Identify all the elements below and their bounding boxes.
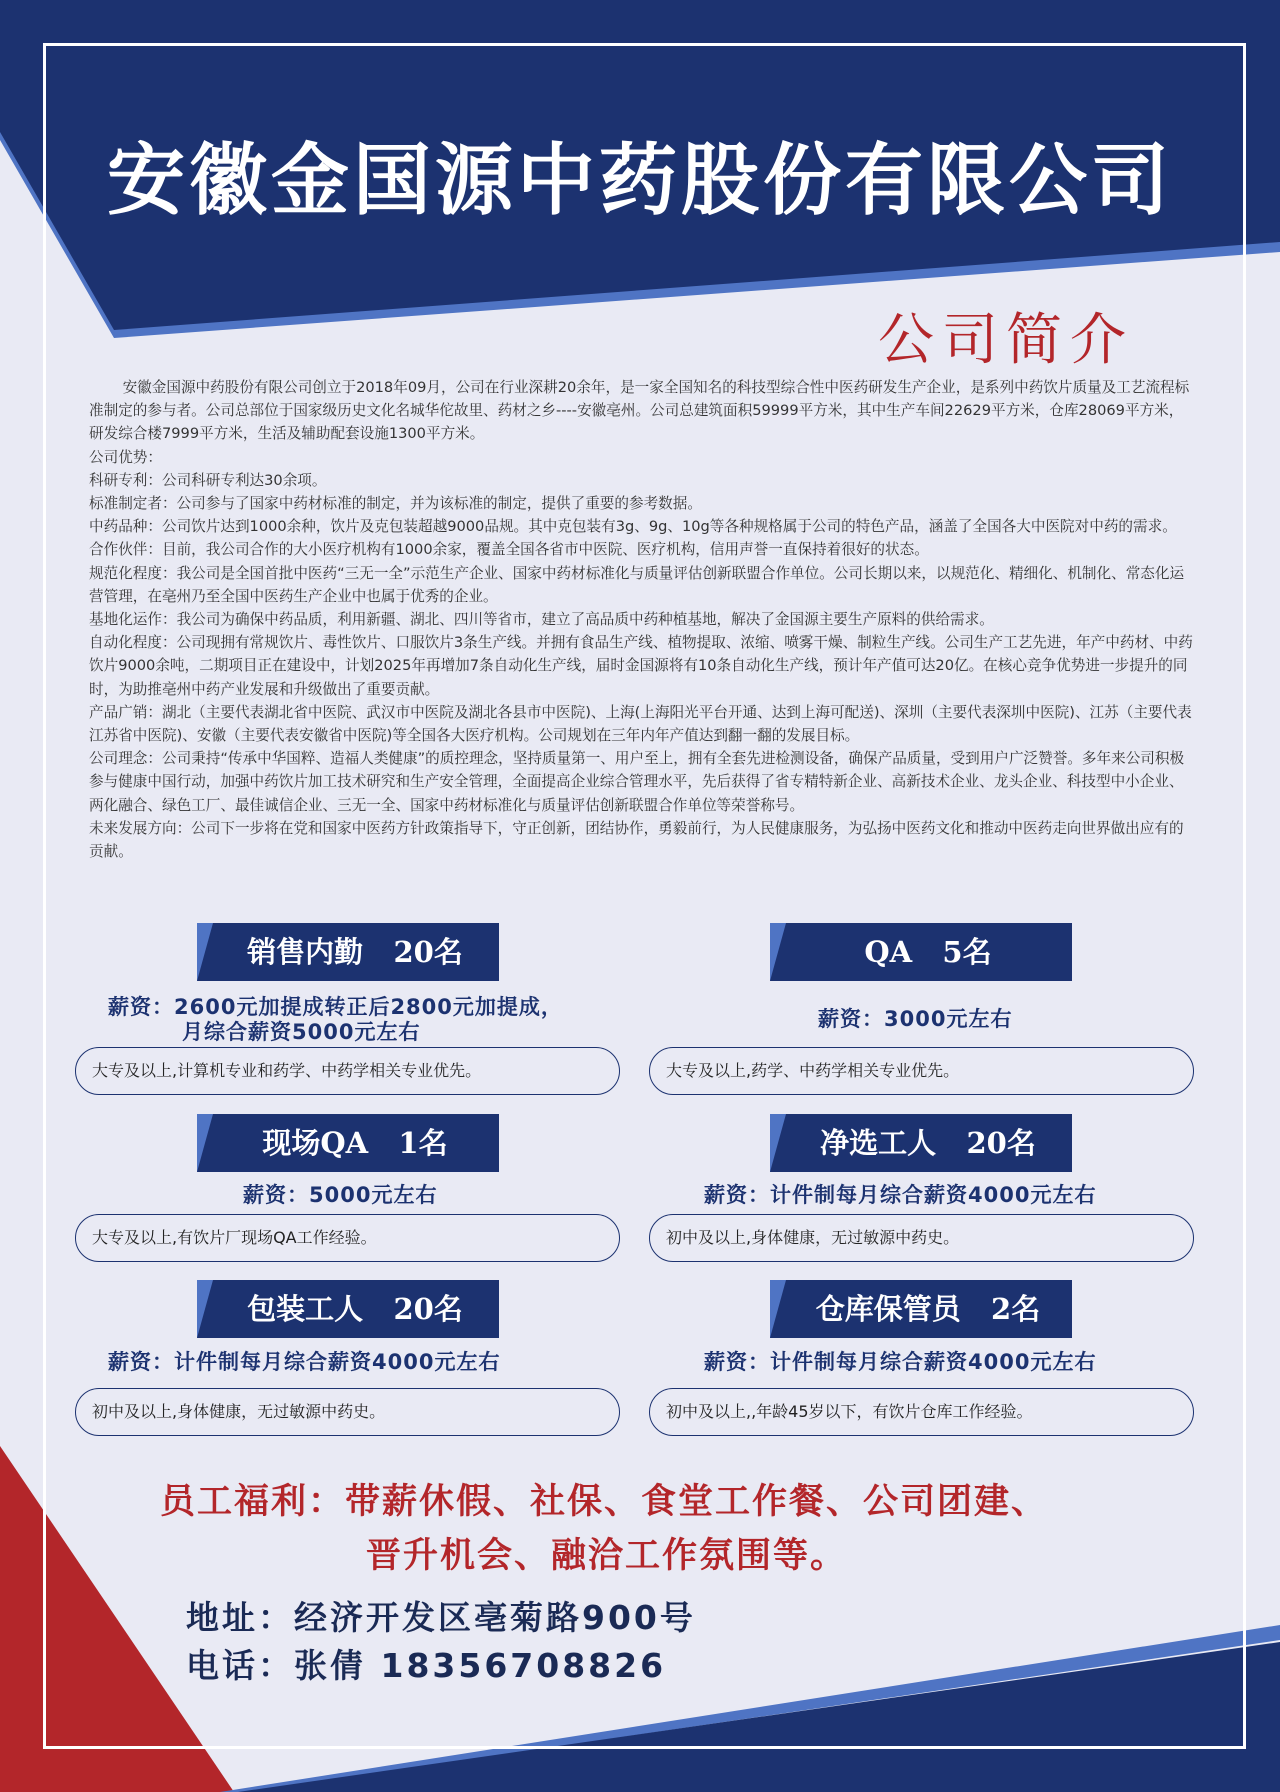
job-salary: 薪资：计件制每月综合薪资4000元左右 <box>704 1350 1097 1374</box>
benefits-line-1: 员工福利：带薪休假、社保、食堂工作餐、公司团建、 <box>160 1482 1049 1522</box>
company-title: 安徽金国源中药股份有限公司 <box>106 136 1173 226</box>
job-title: 包装工人 20名 <box>197 1280 499 1338</box>
intro-paragraph: 安徽金国源中药股份有限公司创立于2018年09月，公司在行业深耕20余年，是一家全国知名的科技型综合性中医药研发生产企业，是系列中药饮片质量及工艺流程标准制定的参与者。公司总部位于国家级历史文化名城华佗故里、药材之乡----安徽亳州。公司总建筑面积59999平方米，其中生产车间22629平方米，仓库28069平方米，研发综合楼7999平方米，生活及辅助配套设施1300平方米。 <box>89 379 1190 443</box>
address: 地址：经济开发区亳菊路900号 <box>186 1598 696 1637</box>
job-title: 现场QA 1名 <box>197 1114 499 1172</box>
intro-paragraph: 公司优势： <box>89 448 162 466</box>
job-salary: 薪资：计件制每月综合薪资4000元左右 <box>108 1350 501 1374</box>
benefits-line-2: 晋升机会、融洽工作氛围等。 <box>366 1536 848 1576</box>
intro-paragraph: 标准制定者：公司参与了国家中药材标准的制定，并为该标准的制定，提供了重要的参考数据。 <box>89 495 702 513</box>
job-requirement: 初中及以上,身体健康，无过敏源中药史。 <box>649 1214 1194 1262</box>
intro-paragraph: 自动化程度：公司现拥有常规饮片、毒性饮片、口服饮片3条生产线。并拥有食品生产线、植物提取、浓缩、喷雾干燥、制粒生产线。公司生产工艺先进，年产中药材、中药饮片9000余吨，二期项目正在建设中，计划2025年再增加7条自动化生产线，届时金国源将有10条自动化生产线，预计年产值可达20亿。在核心竞争优势进一步提升的同时，为助推亳州中药产业发展和升级做出了重要贡献。 <box>89 634 1193 698</box>
intro-paragraph: 中药品种：公司饮片达到1000余种，饮片及克包装超越9000品规。其中克包装有3g、9g、10g等各种规格属于公司的特色产品，涵盖了全国各大中医院对中药的需求。 <box>89 518 1177 536</box>
intro-paragraph: 未来发展方向：公司下一步将在党和国家中医药方针政策指导下，守正创新，团结协作，勇毅前行，为人民健康服务，为弘扬中医药文化和推动中医药走向世界做出应有的贡献。 <box>89 819 1184 861</box>
intro-paragraph: 科研专利：公司科研专利达30余项。 <box>89 471 327 489</box>
intro-paragraph: 公司理念：公司秉持“传承中华国粹、造福人类健康”的质控理念，坚持质量第一、用户至上，拥有全套先进检测设备，确保产品质量，受到用户广泛赞誉。多年来公司积极参与健康中国行动，加强中药饮片加工技术研究和生产安全管理，全面提高企业综合管理水平，先后获得了省专精特新企业、高新技术企业、龙头企业、科技型中小企业、两化融合、绿色工厂、最佳诚信企业、三无一全、国家中药材标准化与质量评估创新联盟合作单位等荣誉称号。 <box>89 750 1185 814</box>
intro-paragraph: 规范化程度：我公司是全国首批中医药“三无一全”示范生产企业、国家中药材标准化与质量评估创新联盟合作单位。公司长期以来，以规范化、精细化、机制化、常态化运营管理，在亳州乃至全国中医药生产企业中也属于优秀的企业。 <box>89 564 1185 605</box>
job-salary-2: 月综合薪资5000元左右 <box>182 1020 421 1044</box>
job-requirement: 大专及以上,有饮片厂现场QA工作经验。 <box>75 1214 620 1262</box>
job-title: 销售内勤 20名 <box>197 923 499 981</box>
intro-paragraph: 基地化运作：我公司为确保中药品质，利用新疆、湖北、四川等省市，建立了高品质中药种植基地，解决了金国源主要生产原料的供给需求。 <box>89 611 994 629</box>
job-title: QA 5名 <box>770 923 1072 981</box>
section-title: 公司简介 <box>878 308 1134 373</box>
job-requirement: 初中及以上,身体健康，无过敏源中药史。 <box>75 1388 620 1436</box>
phone: 电话：张倩 18356708826 <box>186 1646 667 1685</box>
job-requirement: 大专及以上,计算机专业和药学、中药学相关专业优先。 <box>75 1047 620 1095</box>
job-requirement: 初中及以上,,年龄45岁以下，有饮片仓库工作经验。 <box>649 1388 1194 1436</box>
job-salary: 薪资：5000元左右 <box>243 1183 438 1207</box>
company-intro <box>89 376 1193 863</box>
job-salary: 薪资：2600元加提成转正后2800元加提成， <box>108 995 563 1019</box>
job-title: 净选工人 20名 <box>770 1114 1072 1172</box>
job-title: 仓库保管员 2名 <box>770 1280 1072 1338</box>
intro-paragraph: 产品广销：湖北（主要代表湖北省中医院、武汉市中医院及湖北各县市中医院)、上海(上海阳光平台开通、达到上海可配送)、深圳（主要代表深圳中医院)、江苏（主要代表江苏省中医院)、安徽（主要代表安徽省中医院)等全国各大医疗机构。公司规划在三年内年产值达到翻一翻的发展目标。 <box>89 703 1192 745</box>
job-salary: 薪资：3000元左右 <box>818 1007 1013 1031</box>
job-salary: 薪资：计件制每月综合薪资4000元左右 <box>704 1183 1097 1207</box>
job-requirement: 大专及以上,药学、中药学相关专业优先。 <box>649 1047 1194 1095</box>
intro-paragraph: 合作伙伴：目前，我公司合作的大小医疗机构有1000余家，覆盖全国各省市中医院、医疗机构，信用声誉一直保持着很好的状态。 <box>89 541 929 559</box>
